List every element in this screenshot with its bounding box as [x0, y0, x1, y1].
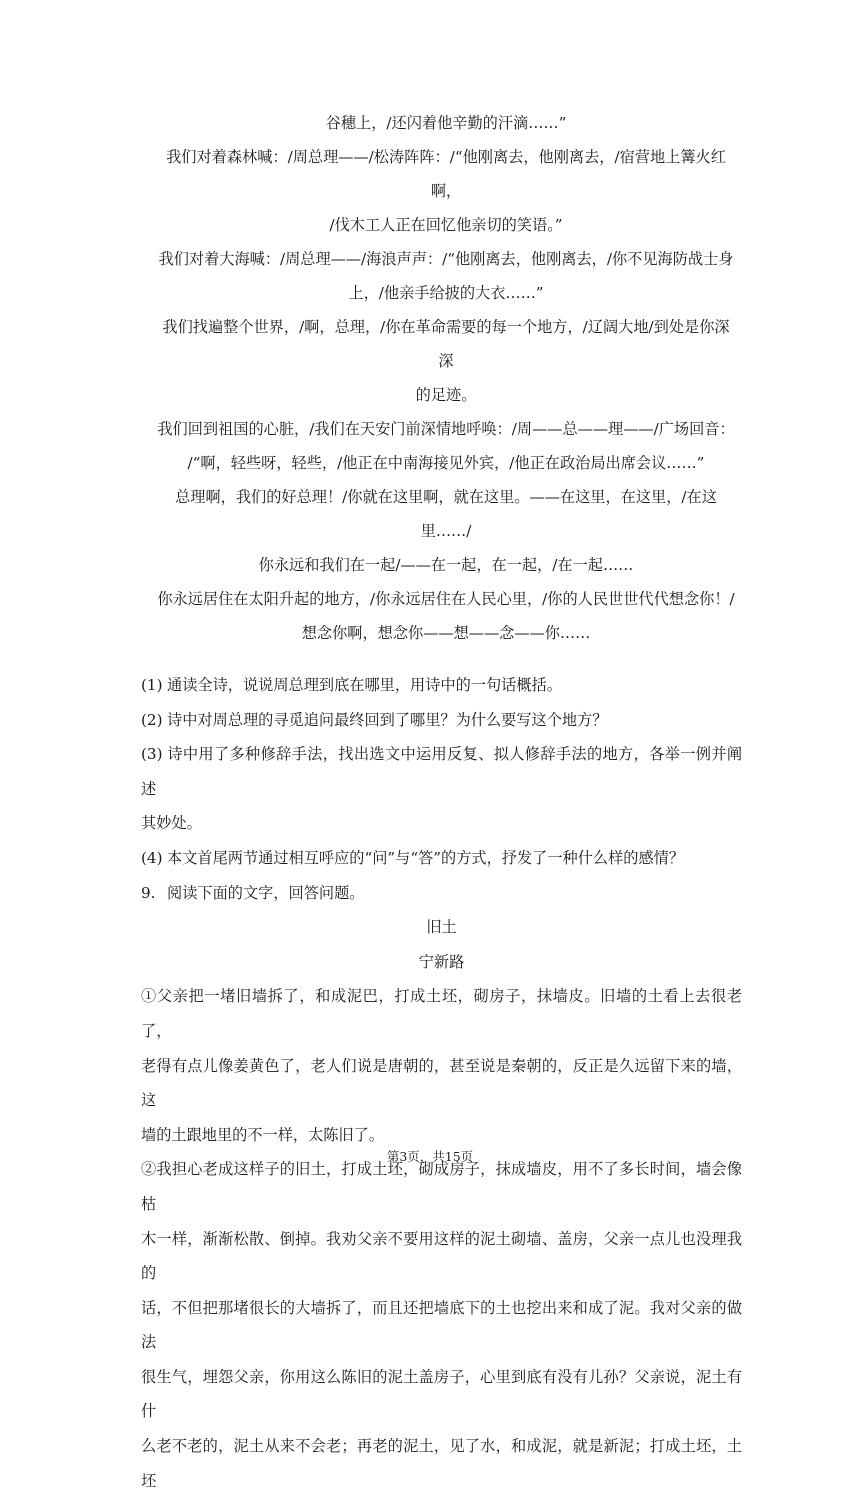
poem-line: 的足迹。: [415, 386, 477, 404]
question-text: 诗中用了多种修辞手法，找出选文中运用反复、拟人修辞手法的地方，各举一例并阐述: [141, 745, 742, 798]
question-3-continued: [141, 806, 742, 841]
question-4: [141, 841, 742, 876]
question-number: (2): [141, 710, 163, 729]
poem-line: 你永远居住在太阳升起的地方，/你永远居住在人民心里，/你的人民世世代代想念你！/: [157, 590, 735, 608]
essay-line: 么老不老的，泥土从来不会老；再老的泥土，见了水，和成泥，就是新泥；打成土坯，土坯: [141, 1437, 742, 1490]
page-number-footer: 第3页，共15页: [386, 1149, 474, 1164]
question-list: [0, 668, 860, 1498]
essay-title: 旧土: [426, 918, 457, 937]
essay-line: ①父亲把一堵旧墙拆了，和成泥巴，打成土坯，砌房子，抹墙皮。旧墙的土看上去很老了，: [141, 987, 742, 1040]
question-text: 诗中对周总理的寻觅追问最终回到了哪里？为什么要写这个地方？: [167, 710, 608, 729]
question-1: [141, 668, 742, 703]
question-text: 本文首尾两节通过相互呼应的“问”与“答”的方式，抒发了一种什么样的感情？: [167, 848, 685, 867]
question-number: (1): [141, 676, 163, 694]
problem-number: 9.: [141, 883, 156, 902]
essay-line: ②我担心老成这样子的旧土，打成土坯，砌成房子，抹成墙皮，用不了多长时间，墙会像枯: [141, 1160, 742, 1213]
poem-line: /伐木工人正在回忆他亲切的笑语。”: [329, 216, 563, 234]
poem-line: /“啊，轻些呀，轻些，/他正在中南海接见外宾，/他正在政治局出席会议……”: [187, 454, 705, 472]
essay-line: 话，不但把那堵很长的大墙拆了，而且还把墙底下的土也挖出来和成了泥。我对父亲的做法: [141, 1298, 742, 1352]
question-number: (3): [141, 745, 163, 764]
essay-body: [141, 979, 742, 1498]
essay-line: 老得有点儿像姜黄色了，老人们说是唐朝的，甚至说是秦朝的，反正是久远留下来的墙，这: [141, 1056, 742, 1110]
poem-line: 你永远和我们在一起/——在一起，在一起，/在一起……: [258, 556, 634, 574]
question-text: 其妙处。: [141, 814, 202, 833]
question-number: (4): [141, 848, 163, 867]
poem-line: 想念你啊，想念你——想——念——你……: [301, 624, 591, 642]
poem-excerpt: [156, 106, 736, 650]
poem-line: 我们对着森林喊：/周总理——/松涛阵阵：/“他刚离去，他刚离去，/宿营地上篝火红啊，: [166, 148, 726, 200]
poem-line: 我们回到祖国的心脏，/我们在天安门前深情地呼唤：/周——总——理——/广场回音：: [157, 420, 735, 438]
problem-9-prompt: [141, 876, 742, 911]
essay-author: 宁新路: [418, 952, 465, 971]
poem-line: 谷穗上，/还闪着他辛勤的汗滴……”: [325, 114, 567, 132]
essay-line: 墙的土跟地里的不一样，太陈旧了。: [141, 1125, 384, 1144]
poem-line: 总理啊，我们的好总理！/你就在这里啊，就在这里。——在这里，在这里，/在这里……/: [175, 488, 717, 540]
question-2: [141, 703, 742, 738]
poem-line: 我们找遍整个世界，/啊，总理，/你在革命需要的每一个地方，/辽阔大地/到处是你深深: [162, 318, 730, 370]
problem-prompt: 阅读下面的文字，回答问题。: [167, 883, 365, 902]
question-3: [141, 737, 742, 806]
essay-line: 很生气，埋怨父亲，你用这么陈旧的泥土盖房子，心里到底有没有儿孙？父亲说，泥土有什: [141, 1367, 742, 1421]
essay-line: 木一样，渐渐松散、倒掉。我劝父亲不要用这样的泥土砌墙、盖房，父亲一点儿也没理我的: [141, 1229, 742, 1283]
poem-line: 上，/他亲手给披的大衣……”: [348, 284, 544, 302]
question-text: 通读全诗，说说周总理到底在哪里，用诗中的一句话概括。: [167, 676, 562, 694]
poem-line: 我们对着大海喊：/周总理——/海浪声声：/“他刚离去，他刚离去，/你不见海防战士身: [158, 250, 734, 268]
